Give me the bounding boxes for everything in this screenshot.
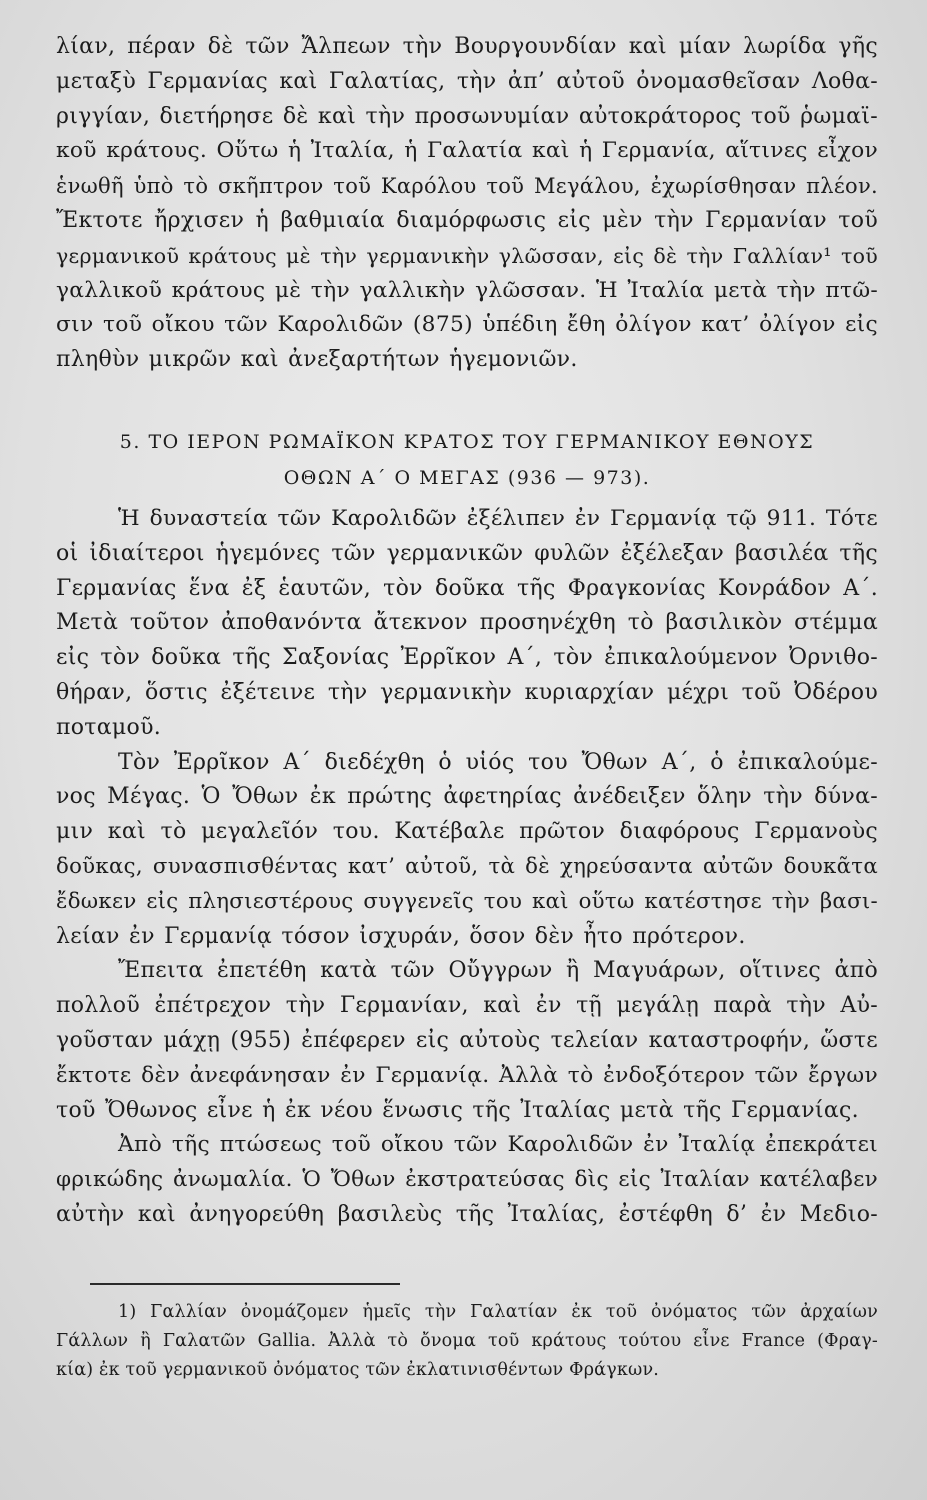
text-line: Τὸν Ἐρρῖκον Α΄ διεδέχθη ὁ υἱός του Ὄθων Α΄, ὁ ἐπικαλούμε-: [118, 749, 878, 775]
text-line: γοῦσταν μάχῃ (955) ἐπέφερεν εἰς αὐτοὺς τελείαν καταστροφήν, ὥστε: [56, 1027, 878, 1053]
text-line: σιν τοῦ οἴκου τῶν Καρολιδῶν (875) ὑπέδιη ἔθη ὀλίγον κατ’ ὀλίγον εἰς: [56, 312, 878, 338]
text-line: Ἡ δυναστεία τῶν Καρολιδῶν ἐξέλιπεν ἐν Γερμανίᾳ τῷ 911. Τότε: [118, 506, 878, 531]
text-line: Γερμανίας ἕνα ἐξ ἑαυτῶν, τὸν δοῦκα τῆς Φραγκονίας Κονράδον Α΄.: [56, 575, 878, 601]
text-line: ἔδωκεν εἰς πλησιεστέρους συγγενεῖς του καὶ οὕτω κατέστησε τὴν βασι-: [56, 888, 878, 914]
text-line: Ἔκτοτε ἤρχισεν ἡ βαθμιαία διαμόρφωσις εἰς μὲν τὴν Γερμανίαν τοῦ: [56, 207, 878, 233]
text-line: θήραν, ὅστις ἐξέτεινε τὴν γερμανικὴν κυριαρχίαν μέχρι τοῦ Ὀδέρου: [56, 679, 878, 705]
text-line: ἔκτοτε δὲν ἀνεφάνησαν ἐν Γερμανίᾳ. Ἀλλὰ τὸ ἐνδοξότερον τῶν ἔργων: [56, 1062, 878, 1088]
text-line: λείαν ἐν Γερμανίᾳ τόσον ἰσχυράν, ὅσον δὲν ἦτο πρότερον.: [56, 923, 746, 949]
text-line: μεταξὺ Γερμανίας καὶ Γαλατίας, τὴν ἀπ’ αὐτοῦ ὀνομασθεῖσαν Λοθα-: [56, 68, 878, 94]
text-line: οἱ ἰδιαίτεροι ἡγεμόνες τῶν γερμανικῶν φυλῶν ἐξέλεξαν βασιλέα τῆς: [56, 540, 878, 566]
text-block-section: [56, 502, 878, 1233]
text-line: Ἔπειτα ἐπετέθη κατὰ τῶν Οὔγγρων ἢ Μαγυάρων, οἵτινες ἀπὸ: [118, 958, 878, 984]
text-block-continuation: [56, 30, 878, 378]
text-line: εἰς τὸν δοῦκα τῆς Σαξονίας Ἐρρῖκον Α΄, τὸν ἐπικαλούμενον Ὀρνιθο-: [56, 645, 878, 671]
footnote-divider: [90, 1283, 400, 1285]
text-line: ἑνωθῆ ὑπὸ τὸ σκῆπτρον τοῦ Καρόλου τοῦ Μεγάλου, ἐχωρίσθησαν πλέον.: [56, 174, 878, 199]
text-line: τοῦ Ὄθωνος εἶνε ἡ ἐκ νέου ἕνωσις τῆς Ἰταλίας μετὰ τῆς Γερμανίας.: [56, 1097, 859, 1123]
text-line: νος Μέγας. Ὁ Ὄθων ἐκ πρώτης ἀφετηρίας ἀνέδειξεν ὅλην τὴν δύνα-: [56, 784, 878, 810]
footnote-line: Γάλλων ἢ Γαλατῶν Gallia. Ἀλλὰ τὸ ὄνομα τοῦ κράτους τούτου εἶνε France (Φραγ-: [56, 1331, 878, 1351]
section-subtitle: ΟΘΩΝ Α΄ Ο ΜΕΓΑΣ (936 — 973).: [283, 467, 651, 489]
section-title: 5. ΤΟ ΙΕΡΟΝ ΡΩΜΑΪΚΟΝ ΚΡΑΤΟΣ ΤΟΥ ΓΕΡΜΑΝΙΚΟΥ ΕΘΝΟΥΣ: [119, 431, 815, 453]
text-line: φρικώδης ἀνωμαλία. Ὁ Ὄθων ἐκστρατεύσας δὶς εἰς Ἰταλίαν κατέλαβεν: [56, 1167, 878, 1193]
text-line: λίαν, πέραν δὲ τῶν Ἄλπεων τὴν Βουργουνδίαν καὶ μίαν λωρίδα γῆς: [56, 34, 878, 59]
section-heading: [56, 424, 878, 496]
text-line: κοῦ κράτους. Οὕτω ἡ Ἰταλία, ἡ Γαλατία καὶ ἡ Γερμανία, αἵτινες εἶχον: [56, 138, 878, 164]
footnote-line: 1) Γαλλίαν ὀνομάζομεν ἡμεῖς τὴν Γαλατίαν ἐκ τοῦ ὀνόματος τῶν ἀρχαίων: [118, 1302, 878, 1322]
text-line: μιν καὶ τὸ μεγαλεῖόν του. Κατέβαλε πρῶτον διαφόρους Γερμανοὺς: [56, 819, 878, 845]
text-line: γαλλικοῦ κράτους μὲ τὴν γαλλικὴν γλῶσσαν. Ἡ Ἰταλία μετὰ τὴν πτῶ-: [56, 277, 878, 303]
text-line: πληθὺν μικρῶν καὶ ἀνεξαρτήτων ἡγεμονιῶν.: [56, 347, 578, 373]
text-line: δοῦκας, συνασπισθέντας κατ’ αὐτοῦ, τὰ δὲ χηρεύσαντα αὐτῶν δουκᾶτα: [56, 853, 878, 879]
text-line: Ἀπὸ τῆς πτώσεως τοῦ οἴκου τῶν Καρολιδῶν ἐν Ἰταλίᾳ ἐπεκράτει: [118, 1132, 878, 1158]
text-line: πολλοῦ ἐπέτρεχον τὴν Γερμανίαν, καὶ ἐν τῇ μεγάλῃ παρὰ τὴν Αὐ-: [56, 993, 878, 1019]
text-line: ποταμοῦ.: [56, 714, 162, 740]
text-line: ριγγίαν, διετήρησε δὲ καὶ τὴν προσωνυμίαν αὐτοκράτορος τοῦ ῥωμαϊ-: [56, 103, 878, 129]
text-line: αὐτὴν καὶ ἀνηγορεύθη βασιλεὺς τῆς Ἰταλίας, ἐστέφθη δ’ ἐν Μεδιο-: [56, 1201, 878, 1227]
footnote-line: κία) ἐκ τοῦ γερμανικοῦ ὀνόματος τῶν ἐκλατινισθέντων Φράγκων.: [56, 1360, 660, 1380]
text-line: Μετὰ τοῦτον ἀποθανόντα ἄτεκνον προσηνέχθη τὸ βασιλικὸν στέμμα: [56, 610, 878, 636]
footnotes: [56, 1298, 878, 1385]
text-line: γερμανικοῦ κράτους μὲ τὴν γερμανικὴν γλῶσσαν, εἰς δὲ τὴν Γαλλίαν¹ τοῦ: [56, 243, 878, 268]
